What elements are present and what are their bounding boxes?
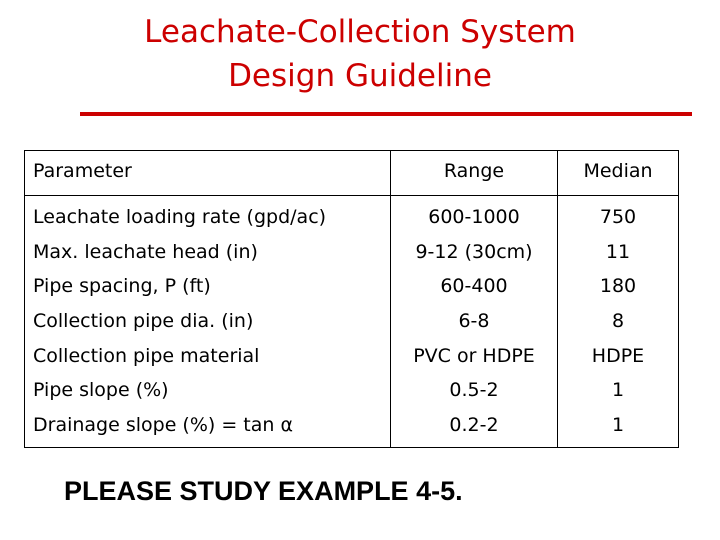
design-guideline-table — [24, 150, 679, 448]
median-cell: 1 — [611, 414, 625, 437]
parameter-column — [25, 196, 391, 448]
parameter-cell: Leachate loading rate (gpd/ac) — [33, 206, 327, 228]
slide-title — [0, 10, 720, 98]
median-column — [558, 196, 679, 448]
title-line-1: Leachate-Collection System — [144, 14, 576, 50]
header-parameter: Parameter — [25, 151, 391, 196]
median-cell: HDPE — [591, 344, 645, 367]
title-line-2: Design Guideline — [228, 58, 492, 94]
parameter-cell: Pipe slope (%) — [33, 379, 169, 402]
table-header-row — [25, 151, 679, 196]
range-cell: 600-1000 — [428, 206, 520, 228]
range-column — [391, 196, 558, 448]
header-range: Range — [391, 151, 558, 196]
parameter-cell: Max. leachate head (in) — [33, 240, 258, 263]
parameter-cell: Pipe spacing, P (ft) — [33, 275, 211, 298]
median-cell: 180 — [599, 275, 637, 298]
parameter-cell: Drainage slope (%) = tan α — [33, 414, 294, 437]
range-cell: 9-12 (30cm) — [415, 240, 533, 263]
title-divider — [80, 112, 692, 116]
median-cell: 1 — [611, 379, 625, 402]
table-body-row — [25, 196, 679, 448]
header-median: Median — [558, 151, 679, 196]
median-cell: 11 — [605, 240, 631, 263]
range-cell: 6-8 — [458, 310, 490, 333]
parameter-cell: Collection pipe material — [33, 344, 260, 367]
range-cell: 0.2-2 — [449, 414, 499, 437]
parameter-cell: Collection pipe dia. (in) — [33, 310, 254, 333]
median-cell: 8 — [611, 310, 625, 333]
range-cell: PVC or HDPE — [413, 344, 535, 367]
range-cell: 60-400 — [440, 275, 508, 298]
study-instruction: PLEASE STUDY EXAMPLE 4-5. — [64, 476, 463, 506]
median-cell: 750 — [599, 206, 637, 228]
range-cell: 0.5-2 — [449, 379, 499, 402]
